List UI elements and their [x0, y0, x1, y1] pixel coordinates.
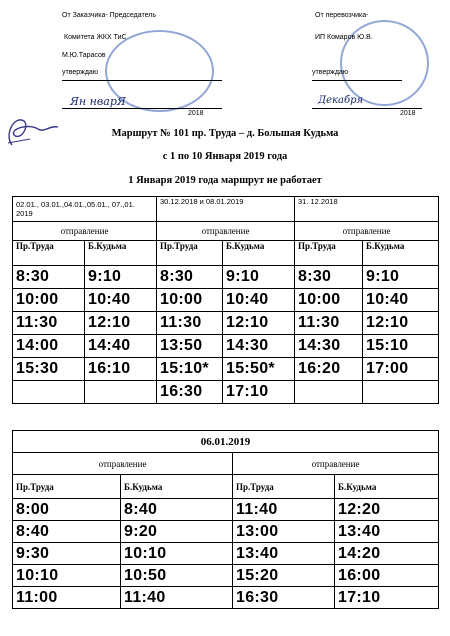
time-cell: 9:20 [121, 521, 233, 543]
time-cell: 8:40 [13, 521, 121, 543]
stop-header: Пр.Труда [295, 241, 363, 266]
time-cell: 13:40 [233, 543, 335, 565]
approval-left-year: 2018 [188, 110, 204, 117]
stop-header: Б.Кудьма [223, 241, 295, 266]
time-cell: 13:40 [335, 521, 439, 543]
table-row [13, 587, 439, 609]
time-cell: 11:00 [13, 587, 121, 609]
time-cell: 12:20 [335, 499, 439, 521]
stop-header: Б.Кудьма [363, 241, 439, 266]
time-cell: 17:10 [223, 381, 295, 404]
time-cell: 13:00 [233, 521, 335, 543]
table-row [13, 289, 439, 312]
departure-label: отправление [233, 453, 439, 475]
time-cell: 12:10 [85, 312, 157, 335]
time-cell: 17:10 [335, 587, 439, 609]
time-cell: 15:10* [157, 358, 223, 381]
time-cell: 15:10 [363, 335, 439, 358]
approval-right [300, 0, 450, 122]
table-2-date: 06.01.2019 [13, 431, 439, 453]
time-cell: 10:10 [13, 565, 121, 587]
time-cell: 14:00 [13, 335, 85, 358]
date-line-right [312, 108, 422, 109]
time-cell: 17:00 [363, 358, 439, 381]
stop-header: Б.Кудьма [85, 241, 157, 266]
stop-header: Пр.Труда [13, 475, 121, 499]
stop-header: Пр.Труда [13, 241, 85, 266]
period-title: с 1 по 10 Января 2019 года [162, 151, 288, 162]
approval-right-year: 2018 [400, 110, 416, 117]
time-cell: 10:40 [223, 289, 295, 312]
time-cell: 10:10 [121, 543, 233, 565]
time-cell: 14:30 [295, 335, 363, 358]
table-row [13, 565, 439, 587]
table-row [13, 266, 439, 289]
time-cell: 15:50* [223, 358, 295, 381]
time-cell: 8:40 [121, 499, 233, 521]
dates-group-3: 31. 12.2018 [295, 197, 439, 222]
dates-group-1: 02.01., 03.01.,04.01.,05.01., 07.,01. 2019 [13, 197, 157, 222]
time-cell: 14:30 [223, 335, 295, 358]
seal-stamp-right [340, 20, 429, 106]
time-cell: 10:40 [363, 289, 439, 312]
table-row [13, 381, 439, 404]
approval-left-line1: От Заказчика- Председатель [62, 12, 156, 19]
time-cell: 11:40 [121, 587, 233, 609]
departure-label: отправление [13, 453, 233, 475]
time-cell [13, 381, 85, 404]
approval-left [50, 0, 250, 122]
table-row [13, 358, 439, 381]
time-cell: 10:00 [295, 289, 363, 312]
stop-header: Пр.Труда [233, 475, 335, 499]
approval-left-line4: утверждаю [62, 69, 99, 76]
time-cell: 11:40 [233, 499, 335, 521]
table-row [13, 312, 439, 335]
date-line-left [62, 108, 222, 109]
time-cell: 10:00 [13, 289, 85, 312]
approval-left-line3: М.Ю.Тарасов [62, 52, 106, 59]
approval-right-line1: От перевозчика- [315, 12, 369, 19]
time-cell: 12:10 [223, 312, 295, 335]
stop-header: Пр.Труда [157, 241, 223, 266]
time-cell: 15:30 [13, 358, 85, 381]
approval-left-line2: Комитета ЖКХ ТиС [64, 34, 127, 41]
time-cell: 8:30 [157, 266, 223, 289]
time-cell: 8:30 [295, 266, 363, 289]
time-cell: 9:10 [85, 266, 157, 289]
notice-title: 1 Января 2019 года маршрут не работает [128, 175, 322, 186]
time-cell: 9:10 [223, 266, 295, 289]
time-cell: 10:00 [157, 289, 223, 312]
stop-header: Б.Кудьма [335, 475, 439, 499]
table-row [13, 543, 439, 565]
time-cell [295, 381, 363, 404]
time-cell: 9:30 [13, 543, 121, 565]
time-cell [363, 381, 439, 404]
time-cell: 13:50 [157, 335, 223, 358]
time-cell: 8:00 [13, 499, 121, 521]
time-cell: 11:30 [157, 312, 223, 335]
time-cell: 9:10 [363, 266, 439, 289]
approval-right-line2: ИП Комаров Ю.В. [315, 34, 373, 41]
signature-line-left [62, 80, 222, 81]
time-cell: 8:30 [13, 266, 85, 289]
signature-date-left: Ян нварЯ [70, 95, 126, 108]
time-cell: 12:10 [363, 312, 439, 335]
time-cell: 14:20 [335, 543, 439, 565]
time-cell: 15:20 [233, 565, 335, 587]
route-title: Маршрут № 101 пр. Труда – д. Большая Кудьма [111, 128, 339, 139]
signature-date-right: Декабря [318, 95, 364, 106]
approval-right-line4: утверждаю [312, 69, 349, 76]
time-cell: 11:30 [13, 312, 85, 335]
departure-label: отправление [295, 222, 439, 241]
time-cell: 16:30 [233, 587, 335, 609]
dates-group-2: 30.12.2018 и 08.01.2019 [157, 197, 295, 222]
time-cell: 14:40 [85, 335, 157, 358]
schedule-table-1 [12, 196, 439, 404]
time-cell: 16:20 [295, 358, 363, 381]
time-cell: 16:10 [85, 358, 157, 381]
time-cell: 10:50 [121, 565, 233, 587]
schedule-table-2 [12, 430, 439, 609]
table-row [13, 499, 439, 521]
departure-label: отправление [157, 222, 295, 241]
time-cell: 10:40 [85, 289, 157, 312]
table-row [13, 521, 439, 543]
time-cell: 11:30 [295, 312, 363, 335]
stop-header: Б.Кудьма [121, 475, 233, 499]
departure-label: отправление [13, 222, 157, 241]
time-cell: 16:00 [335, 565, 439, 587]
table-row [13, 335, 439, 358]
signature-line-right [312, 80, 402, 81]
time-cell: 16:30 [157, 381, 223, 404]
time-cell [85, 381, 157, 404]
